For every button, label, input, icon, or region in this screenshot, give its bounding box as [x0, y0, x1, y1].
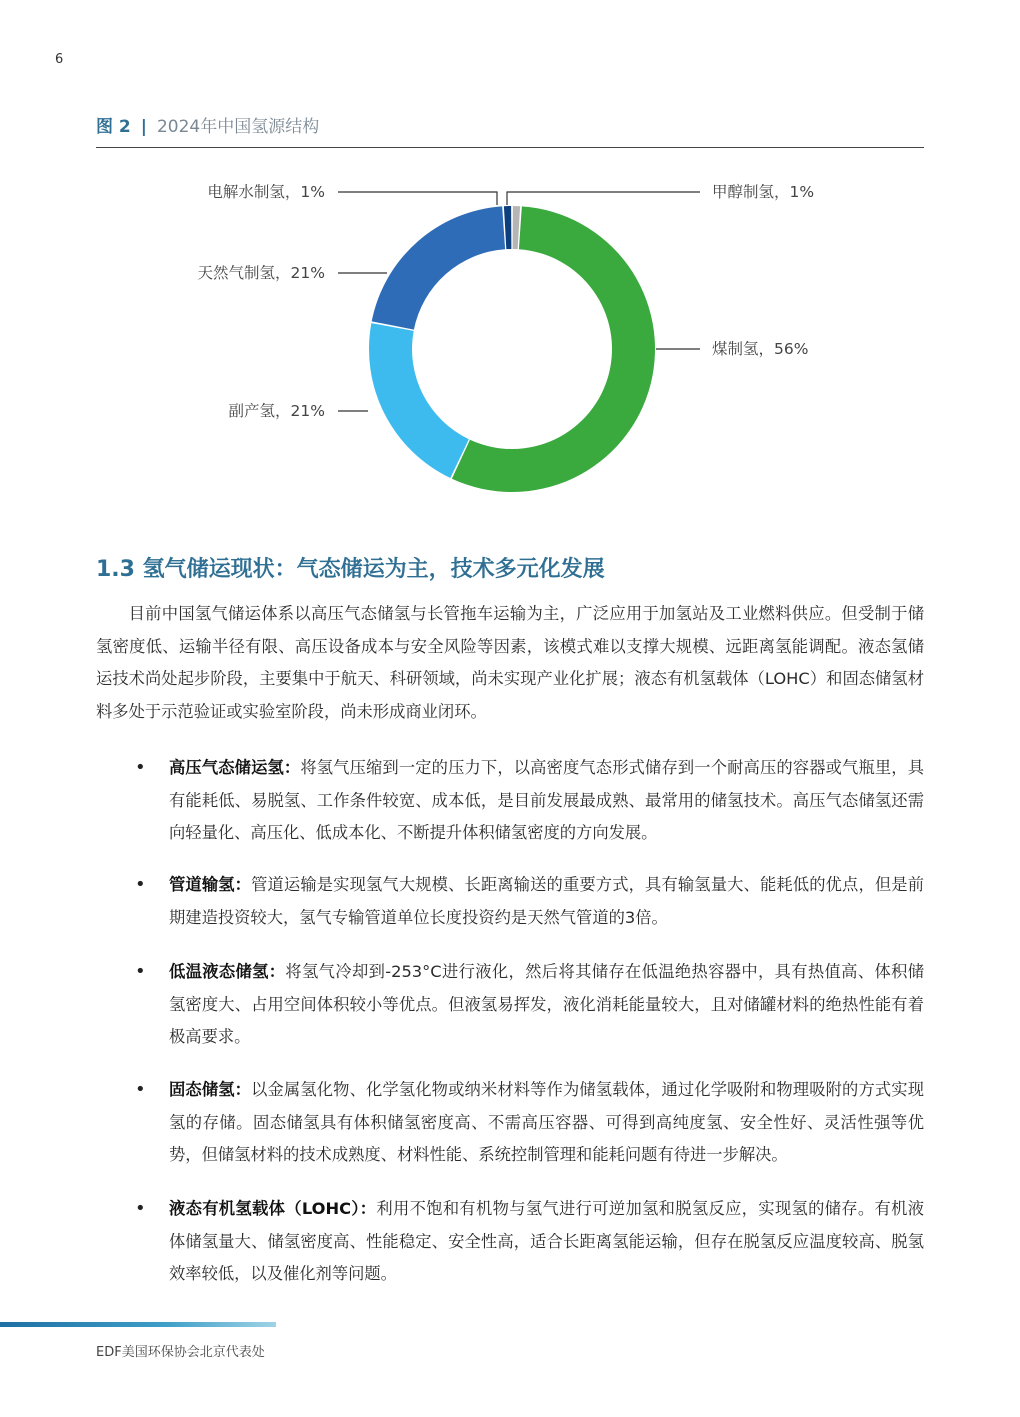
bullet-icon: • [135, 874, 146, 895]
bullet-icon: • [135, 757, 146, 778]
donut-chart [0, 0, 1020, 540]
bullet-icon: • [135, 961, 146, 982]
bullet-icon: • [135, 1079, 146, 1100]
data-label-byproduct: 副产氢，21% [228, 402, 325, 420]
list-item-text: 利用不饱和有机物与氢气进行可逆加氢和脱氢反应，实现氢的储存。有机液体储氢量大、储氢密度高、性能稳定、安全性高，适合长距离氢能运输，但存在脱氢反应温度较高、脱氢效率较低，以及催化剂等问题。 [169, 1199, 924, 1283]
data-label-electrolysis: 电解水制氢，1% [207, 183, 325, 201]
list-item-title: 液态有机氢载体（LOHC）： [169, 1199, 377, 1218]
data-label-methanol: 甲醇制氢，1% [712, 183, 815, 201]
list-item-text: 将氢气压缩到一定的压力下，以高密度气态形式储存到一个耐高压的容器或气瓶里，具有能耗低、易脱氢、工作条件较宽、成本低，是目前发展最成熟、最常用的储氢技术。高压气态储氢还需向轻量化、高压化、低成本化、不断提升体积储氢密度的方向发展。 [169, 758, 924, 842]
list-item-title: 管道输氢： [169, 875, 252, 894]
page-number: 6 [55, 52, 64, 67]
donut-slices [369, 206, 655, 492]
list-item-title: 低温液态储氢： [169, 962, 286, 981]
slice-natural-gas [372, 206, 505, 329]
section-heading: 1.3 氢气储运现状：气态储运为主，技术多元化发展 [96, 557, 605, 582]
leader-line-methanol [507, 192, 700, 205]
footer-accent-bar [0, 1322, 276, 1327]
figure-separator: | [140, 117, 147, 137]
slice-byproduct [369, 323, 469, 478]
list-item-body [169, 869, 924, 934]
bullet-icon: • [135, 1198, 146, 1219]
data-label-natural-gas: 天然气制氢，21% [197, 264, 325, 282]
data-label-coal: 煤制氢，56% [712, 340, 809, 358]
list-item-body [169, 1074, 924, 1172]
list-item-text: 将氢气冷却到-253°C进行液化，然后将其储存在低温绝热容器中，具有热值高、体积储氢密度大、占用空间体积较小等优点。但液氢易挥发，液化消耗能量较大，且对储罐材料的绝热性能有着极高要求。 [169, 962, 924, 1046]
list-item-text: 以金属氢化物、化学氢化物或纳米材料等作为储氢载体，通过化学吸附和物理吸附的方式实现氢的存储。固态储氢具有体积储氢密度高、不需高压容器、可得到高纯度氢、安全性好、灵活性强等优势，但储氢材料的技术成熟度、材料性能、系统控制管理和能耗问题有待进一步解决。 [169, 1080, 924, 1164]
figure-title: 2024年中国氢源结构 [156, 117, 320, 137]
list-item-title: 固态储氢： [169, 1080, 252, 1099]
slice-electrolysis [504, 206, 511, 249]
figure-label: 图 2 [96, 117, 131, 137]
list-item-body [169, 752, 924, 850]
intro-paragraph: 目前中国氢气储运体系以高压气态储氢与长管拖车运输为主，广泛应用于加氢站及工业燃料供应。但受制于储氢密度低、运输半径有限、高压设备成本与安全风险等因素，该模式难以支撑大规模、远距离氢能调配。液态氢储运技术尚处起步阶段，主要集中于航天、科研领域，尚未实现产业化扩展；液态有机氢载体（LOHC）和固态储氢材料多处于示范验证或实验室阶段，尚未形成商业闭环。 [96, 604, 924, 721]
list-item-text: 管道运输是实现氢气大规模、长距离输送的重要方式，具有输氢量大、能耗低的优点，但是前期建造投资较大，氢气专输管道单位长度投资约是天然气管道的3倍。 [169, 875, 924, 927]
leader-line-electrolysis [338, 192, 497, 205]
slice-methanol [513, 206, 520, 249]
list-item-title: 高压气态储运氢： [169, 758, 301, 777]
footer-org-name: EDF美国环保协会北京代表处 [96, 1345, 265, 1360]
list-item-body [169, 956, 924, 1054]
list-item-body [169, 1193, 924, 1291]
